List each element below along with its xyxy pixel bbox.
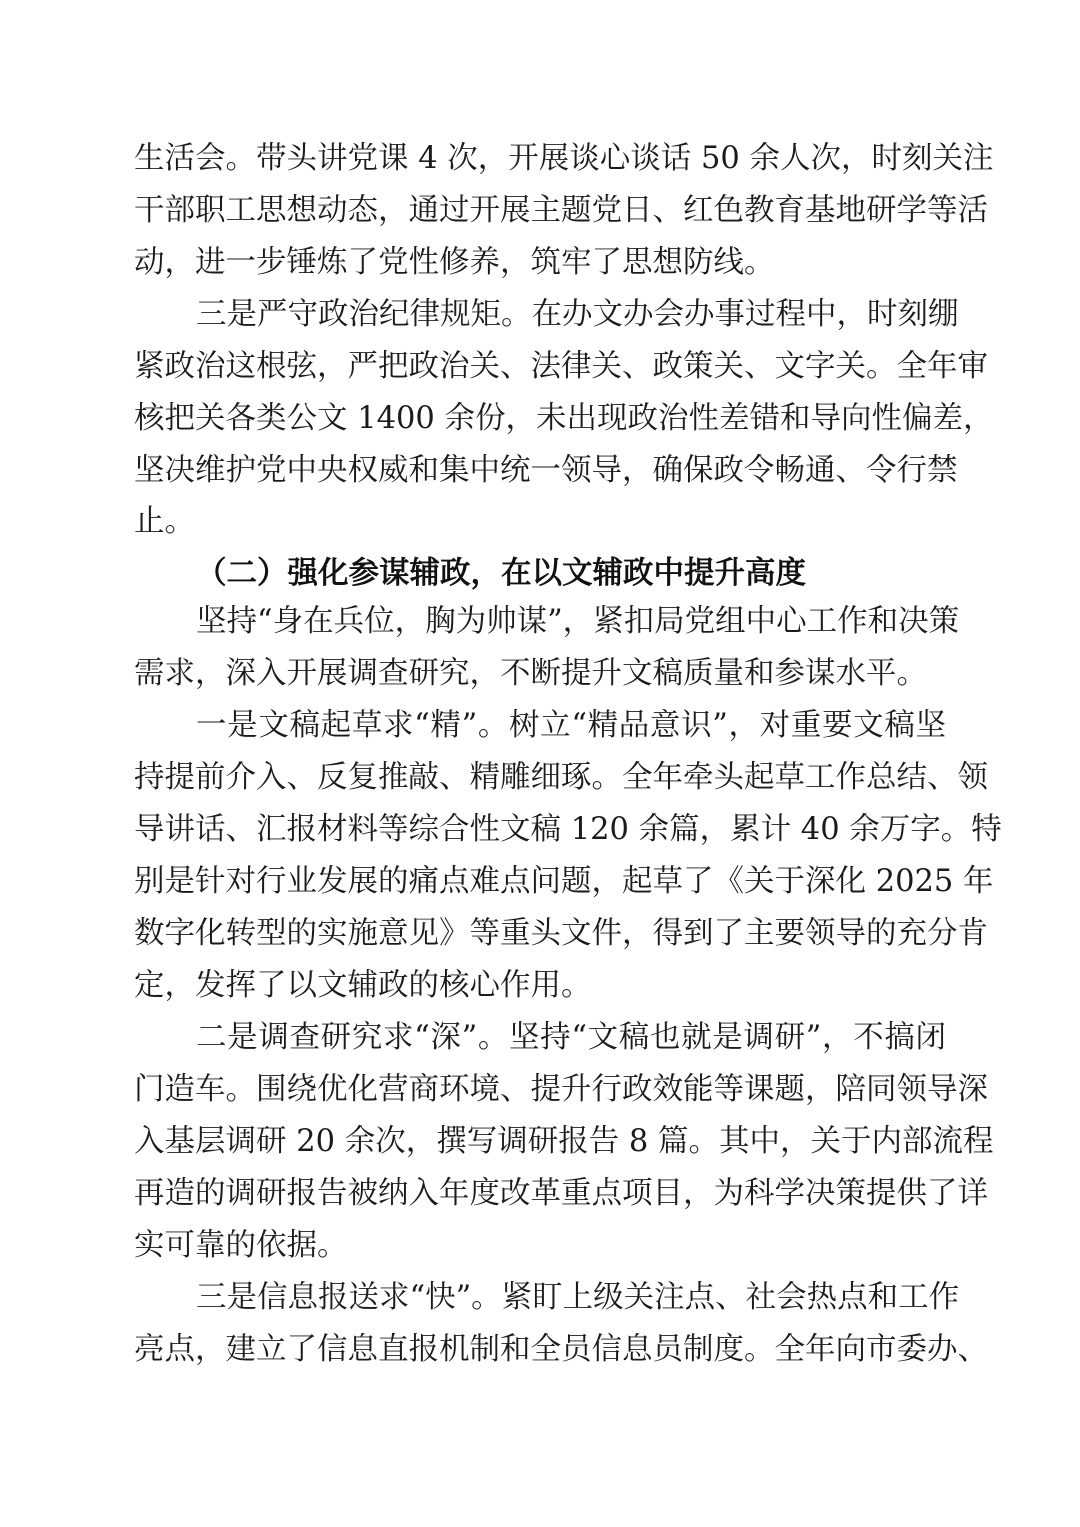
body-text-line: 需求，深入开展调查研究，不断提升文稿质量和参谋水平。 bbox=[134, 656, 927, 691]
body-text-line: 再造的调研报告被纳入年度改革重点项目，为科学决策提供了详 bbox=[134, 1176, 988, 1211]
body-text-line: 持提前介入、反复推敲、精雕细琢。全年牵头起草工作总结、领 bbox=[134, 760, 988, 795]
body-text-line: 三是严守政治纪律规矩。在办文办会办事过程中，时刻绷 bbox=[196, 297, 959, 332]
body-text-line: 干部职工思想动态，通过开展主题党日、红色教育基地研学等活 bbox=[134, 193, 988, 228]
body-text-line: 坚持“身在兵位，胸为帅谋”，紧扣局党组中心工作和决策 bbox=[196, 604, 960, 639]
body-text-line: 二是调查研究求“深”。坚持“文稿也就是调研”，不搞闭 bbox=[196, 1020, 946, 1055]
body-text-line: 实可靠的依据。 bbox=[134, 1228, 348, 1263]
section-heading: （二）强化参谋辅政，在以文辅政中提升高度 bbox=[196, 555, 806, 591]
body-text-line: 别是针对行业发展的痛点难点问题，起草了《关于深化 2025 年 bbox=[134, 864, 994, 899]
body-text-line: 入基层调研 20 余次，撰写调研报告 8 篇。其中，关于内部流程 bbox=[134, 1124, 994, 1159]
body-text-line: 导讲话、汇报材料等综合性文稿 120 余篇，累计 40 余万字。特 bbox=[134, 812, 1002, 847]
body-text-line: 紧政治这根弦，严把政治关、法律关、政策关、文字关。全年审 bbox=[134, 349, 988, 384]
body-text-line: 动，进一步锤炼了党性修养，筑牢了思想防线。 bbox=[134, 245, 775, 280]
body-text-line: 定，发挥了以文辅政的核心作用。 bbox=[134, 968, 592, 1003]
body-text-line: 生活会。带头讲党课 4 次，开展谈心谈话 50 余人次，时刻关注 bbox=[134, 141, 994, 176]
body-text-line: 一是文稿起草求“精”。树立“精品意识”，对重要文稿坚 bbox=[196, 708, 946, 743]
body-text-line: 亮点，建立了信息直报机制和全员信息员制度。全年向市委办、 bbox=[134, 1332, 988, 1367]
body-text-line: 门造车。围绕优化营商环境、提升行政效能等课题，陪同领导深 bbox=[134, 1072, 988, 1107]
body-text-line: 数字化转型的实施意见》等重头文件，得到了主要领导的充分肯 bbox=[134, 916, 988, 951]
body-text-line: 坚决维护党中央权威和集中统一领导，确保政令畅通、令行禁 bbox=[134, 453, 958, 488]
body-text-line: 核把关各类公文 1400 余份，未出现政治性差错和导向性偏差， bbox=[134, 401, 994, 436]
body-text-line: 止。 bbox=[134, 504, 195, 539]
body-text-line: 三是信息报送求“快”。紧盯上级关注点、社会热点和工作 bbox=[196, 1280, 960, 1315]
